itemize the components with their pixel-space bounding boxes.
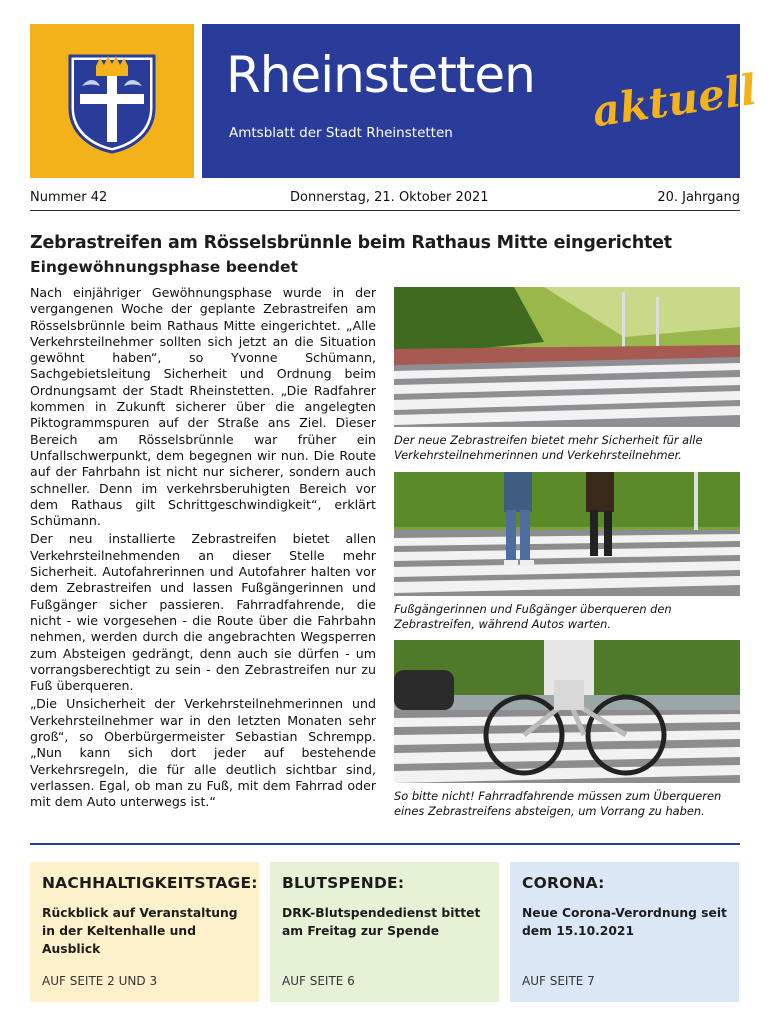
masthead-title: Rheinstetten: [226, 46, 535, 104]
photo-pedestrians: [394, 472, 740, 596]
masthead-banner: [202, 24, 760, 178]
article-paragraph: Nach einjähriger Gewöhnungsphase wurde in der vergangenen Woche der geplante Zebrastreifen am Rösselsbrünnle beim Rathaus Mitte eingerichtet. „Alle Verkehrsteilnehmer sollten sich jetzt an die Situation gewöhnt haben“, so Yvonne Schümann, Sachgebietsleitung Sicherheit und Ordnung beim Ordnungsamt der Stadt Rheinstetten. „Die Radfahrer kommen in Zukunft sicherer über die angelegten Piktogrammspuren auf der Straße ans Ziel. Dieser Bereich am Rösselsbrünnle war früher ein Unfallschwerpunkt, dem begegnen wir nun. Die Route auf der Fahrbahn ist nicht nur sicherer, sondern auch schneller. Denn im verkehrsberuhigten Bereich vor dem Rathaus gilt Schrittgeschwindigkeit“, erklärt Schümann.: [30, 285, 376, 529]
issue-number: Nummer 42: [30, 190, 108, 205]
article-headline: Zebrastreifen am Rösselsbrünnle beim Rathaus Mitte eingerichtet: [30, 233, 672, 253]
photo-caption: Fußgängerinnen und Fußgänger überqueren den Zebrastreifen, während Autos warten.: [394, 602, 672, 631]
teaser-page-ref[interactable]: AUF SEITE 2 UND 3: [42, 974, 158, 988]
teaser-title: NACHHALTIGKEITSTAGE:: [42, 874, 258, 892]
photo-caption: Der neue Zebrastreifen bietet mehr Sicherheit für alle Verkehrsteilnehmerinnen und Verkehrsteilnehmer.: [394, 433, 703, 462]
teaser-nachhaltigkeitstage[interactable]: [30, 862, 259, 1002]
photo-cyclist: [394, 640, 740, 783]
teaser-title: BLUTSPENDE:: [282, 874, 405, 892]
photo-crosswalk: [394, 287, 740, 427]
issue-date: Donnerstag, 21. Oktober 2021: [290, 190, 489, 205]
article-paragraph: „Die Unsicherheit der Verkehrsteilnehmerinnen und Verkehrsteilnehmer war in den letzten Monaten sehr groß“, so Oberbürgermeister Sebastian Schrempp. „Nun kann sich dort jeder auf bestehende Verkehrsregeln, die für alle deutlich sichtbar sind, verlassen. Egal, ob man zu Fuß, mit dem Fahrrad oder mit dem Auto unterwegs ist.“: [30, 696, 376, 810]
logo-box: [30, 24, 194, 178]
coat-of-arms-icon: [66, 50, 158, 154]
teaser-page-ref[interactable]: AUF SEITE 7: [522, 974, 595, 988]
teaser-corona[interactable]: [510, 862, 739, 1002]
issue-volume: 20. Jahrgang: [657, 190, 740, 205]
section-divider: [30, 843, 740, 845]
teaser-text: Neue Corona-Verordnung seit dem 15.10.2021: [522, 906, 727, 938]
teaser-page-ref[interactable]: AUF SEITE 6: [282, 974, 355, 988]
header-divider: [30, 210, 740, 211]
photo-caption: So bitte nicht! Fahrradfahrende müssen zum Überqueren eines Zebrastreifens absteigen, um Vorrang zu haben.: [394, 789, 722, 818]
masthead-aktuell: aktuell: [589, 64, 760, 137]
article-subheadline: Eingewöhnungsphase beendet: [30, 258, 298, 276]
article-body: [30, 285, 376, 813]
teaser-title: CORONA:: [522, 874, 605, 892]
teaser-text: Rückblick auf Veranstaltung in der Keltenhalle und Ausblick: [42, 906, 238, 956]
teaser-blutspende[interactable]: [270, 862, 499, 1002]
article-paragraph: Der neu installierte Zebrastreifen bietet allen Verkehrsteilnehmenden an dieser Stelle mehr Sicherheit. Autofahrerinnen und Autofahrer halten vor dem Zebrastreifen und lassen Fußgängerinnen und Fußgänger sicher passieren. Fahrradfahrende, die nicht - wie vorgesehen - die Route über die Fahrbahn nehmen, werden durch die angebrachten Wegsperren zum Absteigen gedrängt, denn auch sie dürfen - um vorrangsberechtigt zu sein - den Zebrastreifen nur zu Fuß überqueren.: [30, 531, 376, 694]
masthead-subtitle: Amtsblatt der Stadt Rheinstetten: [229, 125, 453, 141]
teaser-text: DRK-Blutspendedienst bittet am Freitag zur Spende: [282, 906, 481, 938]
